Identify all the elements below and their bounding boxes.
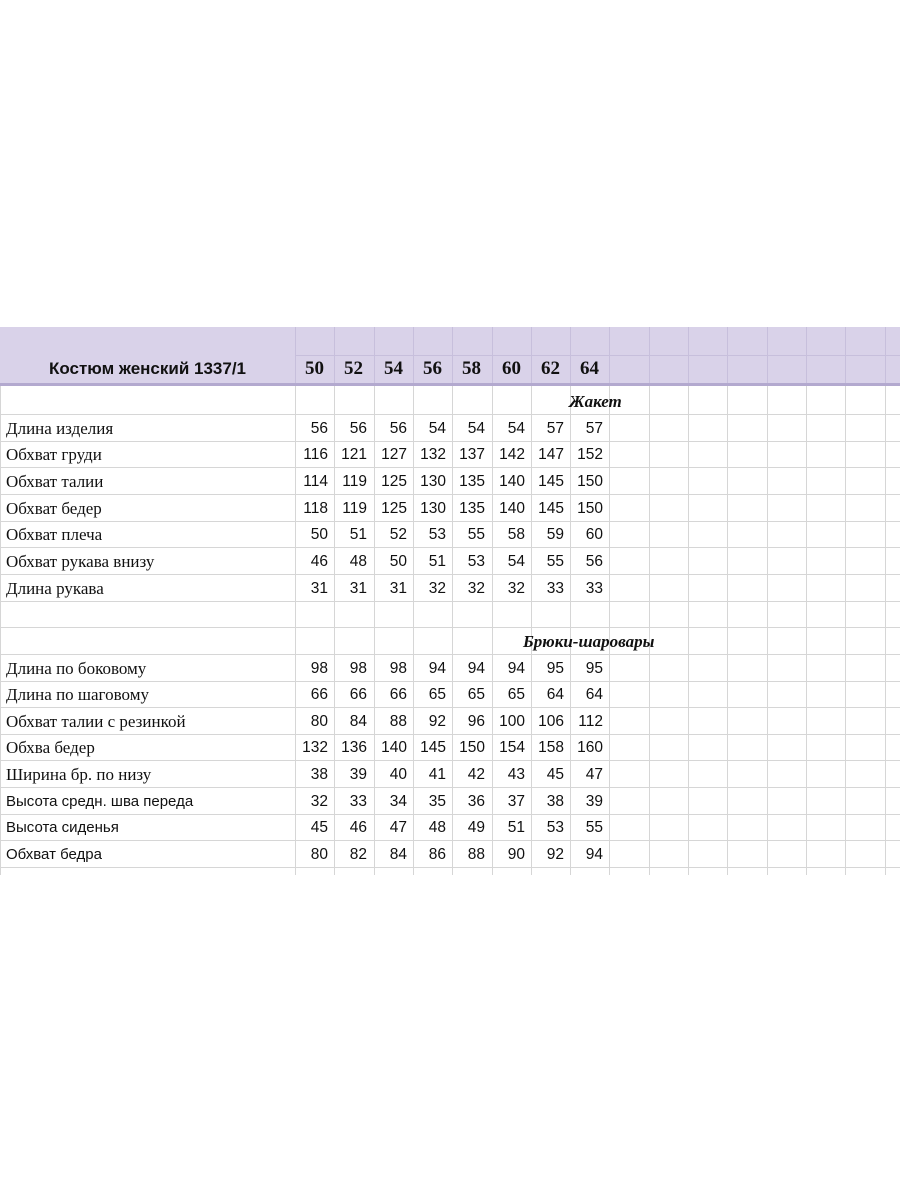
measurement-cell: 39 (349, 766, 367, 783)
row-label: Обхват груди (6, 445, 102, 464)
measurement-cell: 94 (585, 846, 603, 863)
size-header-cell: 54 (384, 358, 403, 379)
row-label: Обхват рукава внизу (6, 552, 155, 571)
measurement-cell: 56 (389, 420, 407, 437)
measurement-cell: 114 (303, 473, 328, 490)
measurement-cell: 86 (428, 846, 446, 863)
row-label: Высота средн. шва переда (6, 793, 194, 810)
measurement-cell: 50 (310, 526, 328, 543)
grid-column-line (885, 386, 886, 875)
measurement-cell: 94 (467, 660, 485, 677)
measurement-cell: 64 (546, 686, 564, 703)
measurement-cell: 140 (499, 500, 525, 517)
measurement-cell: 55 (585, 819, 603, 836)
size-chart-sheet (0, 327, 900, 875)
grid-column-line (0, 386, 1, 875)
measurement-cell: 84 (349, 713, 367, 730)
size-header-cell: 62 (541, 358, 560, 379)
measurement-cell: 57 (585, 420, 603, 437)
measurement-cell: 50 (389, 553, 407, 570)
size-header-cell: 60 (502, 358, 521, 379)
size-header-cell: 50 (305, 358, 324, 379)
measurement-cell: 41 (428, 766, 446, 783)
measurement-cell: 42 (467, 766, 485, 783)
measurement-cell: 36 (467, 793, 485, 810)
measurement-cell: 137 (459, 446, 485, 463)
measurement-cell: 94 (507, 660, 525, 677)
measurement-cell: 38 (546, 793, 564, 810)
header-divider (0, 383, 900, 386)
measurement-cell: 53 (467, 553, 485, 570)
measurement-cell: 64 (585, 686, 603, 703)
measurement-cell: 39 (585, 793, 603, 810)
measurement-cell: 119 (342, 500, 367, 517)
measurement-cell: 56 (585, 553, 603, 570)
measurement-cell: 54 (428, 420, 446, 437)
grid-column-line (727, 386, 728, 875)
measurement-cell: 145 (538, 473, 564, 490)
measurement-cell: 37 (507, 793, 525, 810)
measurement-cell: 158 (538, 739, 564, 756)
measurement-cell: 132 (302, 739, 328, 756)
measurement-cell: 31 (389, 580, 407, 597)
measurement-cell: 150 (577, 500, 603, 517)
measurement-cell: 45 (310, 819, 328, 836)
measurement-cell: 58 (507, 526, 525, 543)
measurement-cell: 55 (467, 526, 485, 543)
measurement-cell: 106 (538, 713, 564, 730)
measurement-cell: 43 (507, 766, 525, 783)
grid-row-line (0, 627, 900, 628)
measurement-cell: 59 (546, 526, 564, 543)
measurement-cell: 46 (349, 819, 367, 836)
measurement-cell: 92 (428, 713, 446, 730)
measurement-cell: 160 (577, 739, 603, 756)
section-title: Брюки-шаровары (523, 632, 655, 651)
measurement-cell: 84 (389, 846, 407, 863)
measurement-cell: 98 (389, 660, 407, 677)
measurement-cell: 90 (507, 846, 525, 863)
measurement-cell: 55 (546, 553, 564, 570)
measurement-cell: 48 (428, 819, 446, 836)
measurement-cell: 32 (507, 580, 525, 597)
grid-column-line (806, 386, 807, 875)
measurement-cell: 96 (467, 713, 485, 730)
measurement-cell: 125 (381, 473, 407, 490)
measurement-cell: 136 (341, 739, 367, 756)
measurement-cell: 51 (507, 819, 525, 836)
measurement-cell: 92 (546, 846, 564, 863)
measurement-cell: 95 (585, 660, 603, 677)
grid-column-line (767, 386, 768, 875)
measurement-cell: 51 (349, 526, 367, 543)
measurement-cell: 82 (349, 846, 367, 863)
measurement-cell: 145 (538, 500, 564, 517)
measurement-cell: 47 (585, 766, 603, 783)
measurement-cell: 60 (585, 526, 603, 543)
measurement-cell: 119 (342, 473, 367, 490)
measurement-cell: 80 (310, 846, 328, 863)
measurement-cell: 65 (428, 686, 446, 703)
measurement-cell: 31 (349, 580, 367, 597)
measurement-cell: 100 (499, 713, 525, 730)
section-title: Жакет (569, 392, 622, 411)
row-label: Высота сиденья (6, 819, 119, 836)
row-label: Обхват плеча (6, 525, 103, 544)
measurement-cell: 53 (546, 819, 564, 836)
measurement-cell: 66 (349, 686, 367, 703)
size-header-cell: 56 (423, 358, 442, 379)
measurement-cell: 45 (546, 766, 564, 783)
measurement-cell: 49 (467, 819, 485, 836)
row-label: Длина рукава (6, 579, 104, 598)
measurement-cell: 34 (389, 793, 407, 810)
measurement-cell: 132 (420, 446, 446, 463)
measurement-cell: 65 (467, 686, 485, 703)
measurement-cell: 47 (389, 819, 407, 836)
grid-column-line (845, 386, 846, 875)
size-header-cell: 52 (344, 358, 363, 379)
measurement-cell: 145 (420, 739, 446, 756)
measurement-cell: 130 (420, 500, 446, 517)
measurement-cell: 38 (310, 766, 328, 783)
measurement-cell: 125 (381, 500, 407, 517)
measurement-cell: 54 (507, 553, 525, 570)
measurement-cell: 121 (341, 446, 367, 463)
measurement-cell: 154 (499, 739, 525, 756)
measurement-cell: 46 (310, 553, 328, 570)
measurement-cell: 152 (577, 446, 603, 463)
measurement-cell: 112 (578, 713, 603, 730)
measurement-cell: 80 (310, 713, 328, 730)
measurement-cell: 94 (428, 660, 446, 677)
row-label: Длина по боковому (6, 659, 147, 678)
measurement-cell: 140 (381, 739, 407, 756)
measurement-cell: 140 (499, 473, 525, 490)
measurement-cell: 35 (428, 793, 446, 810)
measurement-cell: 57 (546, 420, 564, 437)
measurement-cell: 66 (310, 686, 328, 703)
measurement-cell: 51 (428, 553, 446, 570)
measurement-cell: 32 (467, 580, 485, 597)
grid-row-line (0, 654, 900, 655)
measurement-cell: 88 (389, 713, 407, 730)
measurement-cell: 40 (389, 766, 407, 783)
measurement-cell: 135 (459, 500, 485, 517)
measurement-cell: 32 (310, 793, 328, 810)
row-label: Длина по шаговому (6, 685, 149, 704)
measurement-cell: 56 (310, 420, 328, 437)
measurement-cell: 142 (499, 446, 525, 463)
measurement-cell: 98 (310, 660, 328, 677)
product-title: Костюм женский 1337/1 (48, 359, 247, 378)
measurement-cell: 54 (507, 420, 525, 437)
measurement-cell: 95 (546, 660, 564, 677)
measurement-cell: 150 (459, 739, 485, 756)
measurement-cell: 135 (459, 473, 485, 490)
measurement-cell: 127 (381, 446, 407, 463)
row-label: Обхват бедер (6, 499, 102, 518)
measurement-cell: 118 (303, 500, 328, 517)
measurement-cell: 56 (349, 420, 367, 437)
measurement-cell: 33 (585, 580, 603, 597)
measurement-cell: 32 (428, 580, 446, 597)
row-label: Длина изделия (6, 419, 114, 438)
measurement-cell: 116 (303, 446, 328, 463)
measurement-cell: 66 (389, 686, 407, 703)
row-label: Обхва бедер (6, 738, 95, 757)
measurement-cell: 33 (546, 580, 564, 597)
measurement-cell: 52 (389, 526, 407, 543)
grid-column-line (688, 386, 689, 875)
row-label: Обхват талии с резинкой (6, 712, 186, 731)
measurement-cell: 65 (507, 686, 525, 703)
size-header-cell: 58 (462, 358, 481, 379)
measurement-cell: 130 (420, 473, 446, 490)
row-label: Обхват бедра (6, 846, 102, 863)
measurement-cell: 98 (349, 660, 367, 677)
measurement-cell: 48 (349, 553, 367, 570)
measurement-cell: 54 (467, 420, 485, 437)
measurement-cell: 53 (428, 526, 446, 543)
measurement-cell: 31 (310, 580, 328, 597)
grid-row-line (0, 414, 900, 415)
measurement-cell: 33 (349, 793, 367, 810)
row-label: Обхват талии (6, 472, 104, 491)
measurement-cell: 147 (538, 446, 564, 463)
size-header-cell: 64 (580, 358, 599, 379)
measurement-cell: 150 (577, 473, 603, 490)
measurement-cell: 88 (467, 846, 485, 863)
row-label: Ширина бр. по низу (6, 765, 152, 784)
